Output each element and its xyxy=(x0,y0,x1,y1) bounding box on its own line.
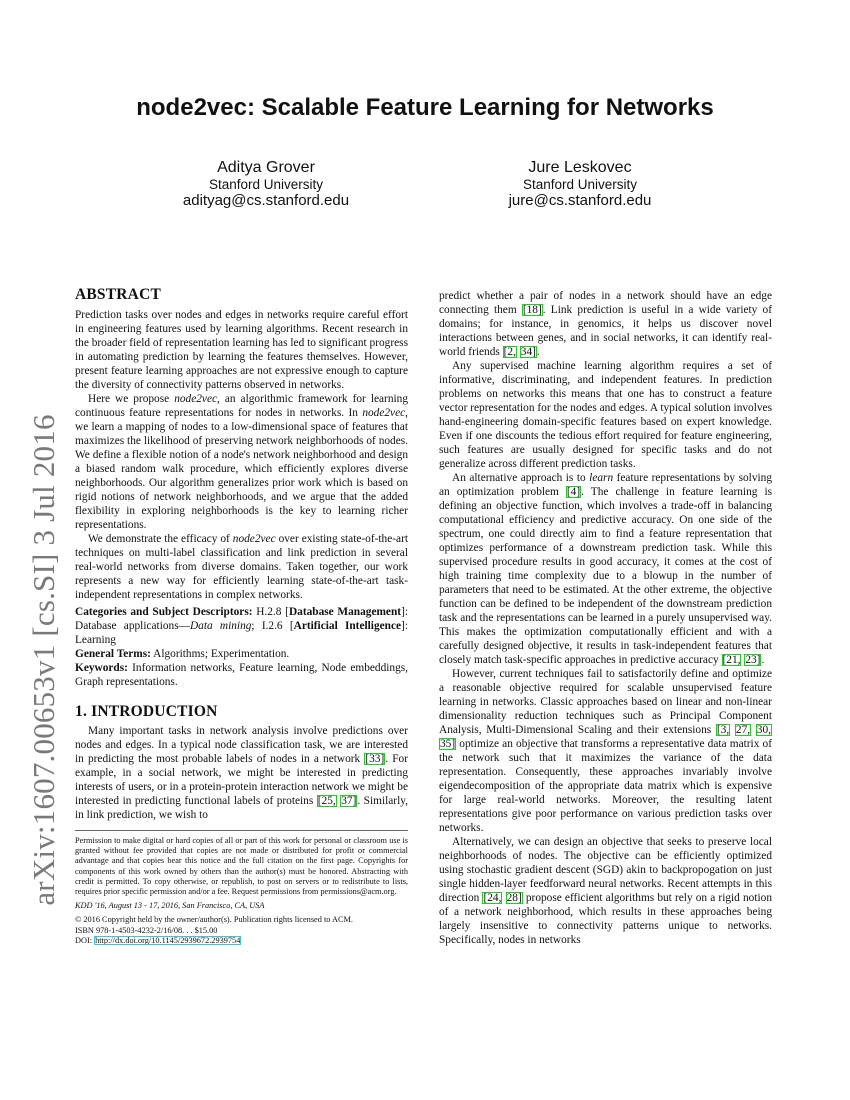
citation-link[interactable]: [3, xyxy=(716,724,730,736)
keywords: Keywords: Information networks, Feature learning, Node embeddings, Graph representations. xyxy=(75,662,408,688)
author-email: jure@cs.stanford.edu xyxy=(508,192,652,209)
right-paragraph-1: predict whether a pair of nodes in a network should have an edge connecting them [18]. Link prediction is useful in a wide variety of domains; for instance, in genomics, it helps us discover novel interactions between genes, and in social networks, it can identify real-world friends [2, 34]. xyxy=(439,290,772,358)
author-block-1 xyxy=(116,158,416,210)
isbn: ISBN 978-1-4503-4232-2/16/08. . . $15.00 xyxy=(75,925,218,935)
arxiv-stamp: arXiv:1607.00653v1 [cs.SI] 3 Jul 2016 xyxy=(26,414,61,906)
abstract-paragraph-1: Prediction tasks over nodes and edges in networks require careful effort in engineering features used by learning algorithms. Recent research in the broader field of representation learning has led to significant progress in automating prediction by learning the features themselves. However, present feature learning approaches are not expressive enough to capture the diversity of connectivity patterns observed in networks. xyxy=(75,309,408,391)
citation-link[interactable]: 35] xyxy=(440,738,456,750)
citation-link[interactable]: [2, xyxy=(503,346,516,358)
paper-title: node2vec: Scalable Feature Learning for Networks xyxy=(136,94,714,121)
author-name: Aditya Grover xyxy=(217,159,315,176)
copyright-notice xyxy=(75,830,408,946)
citation-link[interactable]: 37] xyxy=(341,795,357,807)
categories-descriptors: Categories and Subject Descriptors: H.2.8 [Database Management]: Database applications—Data mining; I.2.6 [Artificial Intelligence]: Learning xyxy=(75,606,408,646)
citation-link[interactable]: [24, xyxy=(483,892,502,904)
doi-link[interactable]: http://dx.doi.org/10.1145/2939672.2939754 xyxy=(95,935,241,945)
right-paragraph-5: Alternatively, we can design an objective that seeks to preserve local neighborhoods of nodes. The objective can be efficiently optimized using stochastic gradient descent (SGD) akin to backpropogation on just single hidden-layer feedforward neural networks. Recent attempts in this direction [24, 28] propose efficient algorithms but rely on a rigid notion of a network neighborhood, which results in these approaches being largely insensitive to connectivity patterns unique to networks. Specifically, nodes in networks xyxy=(439,836,772,946)
abstract-paragraph-2: Here we propose node2vec, an algorithmic framework for learning continuous feature representations for nodes in networks. In node2vec, we learn a mapping of nodes to a low-dimensional space of features that maximizes the likelihood of preserving network neighborhoods of nodes. We define a flexible notion of a node's network neighborhood and design a biased random walk procedure, which efficiently explores diverse neighborhoods. Our algorithm generalizes prior work which is based on rigid notions of network neighborhoods, and we argue that the added flexibility in exploring neighborhoods is the key to learning richer representations. xyxy=(75,393,408,531)
abstract-paragraph-3: We demonstrate the efficacy of node2vec over existing state-of-the-art techniques on multi-label classification and link prediction in several real-world networks from diverse domains. Taken together, our work represents a new way for efficiently learning state-of-the-art task-independent representations in complex networks. xyxy=(75,533,409,601)
doi-line: DOI: http://dx.doi.org/10.1145/2939672.2939754 xyxy=(75,935,241,945)
author-email: adityag@cs.stanford.edu xyxy=(182,192,350,209)
author-affiliation: Stanford University xyxy=(522,177,638,192)
citation-link[interactable]: 28] xyxy=(506,892,522,904)
author-affiliation: Stanford University xyxy=(208,177,324,192)
right-paragraph-2: Any supervised machine learning algorithm requires a set of informative, discriminating, and independent features. In prediction problems on networks this means that one has to construct a feature vector representation for the nodes and edges. A typical solution involves hand-engineering domain-specific features based on expert knowledge. Even if one discounts the tedious effort required for feature engineering, such features are usually designed for specific tasks and do not generalize across different prediction tasks. xyxy=(439,360,772,470)
right-paragraph-3: An alternative approach is to learn feature representations by solving an optimization problem [4]. The challenge in feature learning is defining an objective function, which involves a trade-off in balancing computational efficiency and predictive accuracy. On one side of the spectrum, one could directly aim to find a feature representation that optimizes performance of a downstream prediction task. While this supervised procedure results in good accuracy, it comes at the cost of high training time complexity due to a blowup in the number of parameters that need to be estimated. At the other extreme, the objective function can be defined to be independent of the downstream prediction task and the representations can be learned in a purely unsupervised way. This makes the optimization computationally efficient and with a carefully designed objective, it results in task-independent features that closely match task-specific approaches in predictive accuracy [21, 23]. xyxy=(439,472,773,666)
citation-link[interactable]: [25, xyxy=(317,795,336,807)
citation-link[interactable]: [18] xyxy=(522,304,542,316)
rights-statement: © 2016 Copyright held by the owner/author(s). Publication rights licensed to ACM. xyxy=(75,915,353,925)
author-block-2 xyxy=(430,158,730,210)
citation-link[interactable]: [33] xyxy=(365,753,385,765)
citation-link[interactable]: [21, xyxy=(722,654,741,666)
abstract-heading: ABSTRACT xyxy=(75,286,162,303)
citation-link[interactable]: 23] xyxy=(745,654,761,666)
author-name: Jure Leskovec xyxy=(528,159,632,176)
introduction-paragraph-1: Many important tasks in network analysis involve predictions over nodes and edges. In a typical node classification task, we are interested in predicting the most probable labels of nodes in a network [33]. For example, in a social network, we might be interested in predicting interests of users, or in a protein-protein interaction network we might be interested in predicting functional labels of proteins [25, 37]. Similarly, in link prediction, we wish to xyxy=(75,725,409,821)
citation-link[interactable]: 27, xyxy=(735,724,751,736)
right-paragraph-4: However, current techniques fail to satisfactorily define and optimize a reasonable objective required for scalable unsupervised feature learning in networks. Classic approaches based on linear and non-linear dimensionality reduction techniques such as Principal Component Analysis, Multi-Dimensional Scaling and their extensions [3, 27, 30, 35] optimize an objective that transforms a representative data matrix of the network such that it maximizes the variance of the data representation. Consequently, these approaches invariably involve eigendecomposition of the appropriate data matrix which is expensive for large real-world networks. Moreover, the resulting latent representations give poor performance on various prediction tasks over networks. xyxy=(439,668,772,834)
introduction-heading: 1. INTRODUCTION xyxy=(75,703,218,720)
citation-link[interactable]: [4] xyxy=(566,486,581,498)
left-column xyxy=(75,286,408,946)
citation-link[interactable]: 34] xyxy=(520,346,536,358)
right-column xyxy=(439,289,772,947)
permission-text: Permission to make digital or hard copies of all or part of this work for personal or classroom use is granted without fee provided that copies are not made or distributed for profit or commercial advantage and that copies bear this notice and the full citation on the first page. Copyrights for components of this work owned by others than the author(s) must be honored. Abstracting with credit is permitted. To copy otherwise, or republish, to post on servers or to redistribute to lists, requires prior specific permission and/or a fee. Request permissions from permissions@acm.org. xyxy=(75,836,408,897)
citation-link[interactable]: 30, xyxy=(756,724,771,736)
conference-venue: KDD '16, August 13 - 17, 2016, San Francisco, CA, USA xyxy=(75,901,265,911)
general-terms: General Terms: Algorithms; Experimentation. xyxy=(75,648,290,660)
